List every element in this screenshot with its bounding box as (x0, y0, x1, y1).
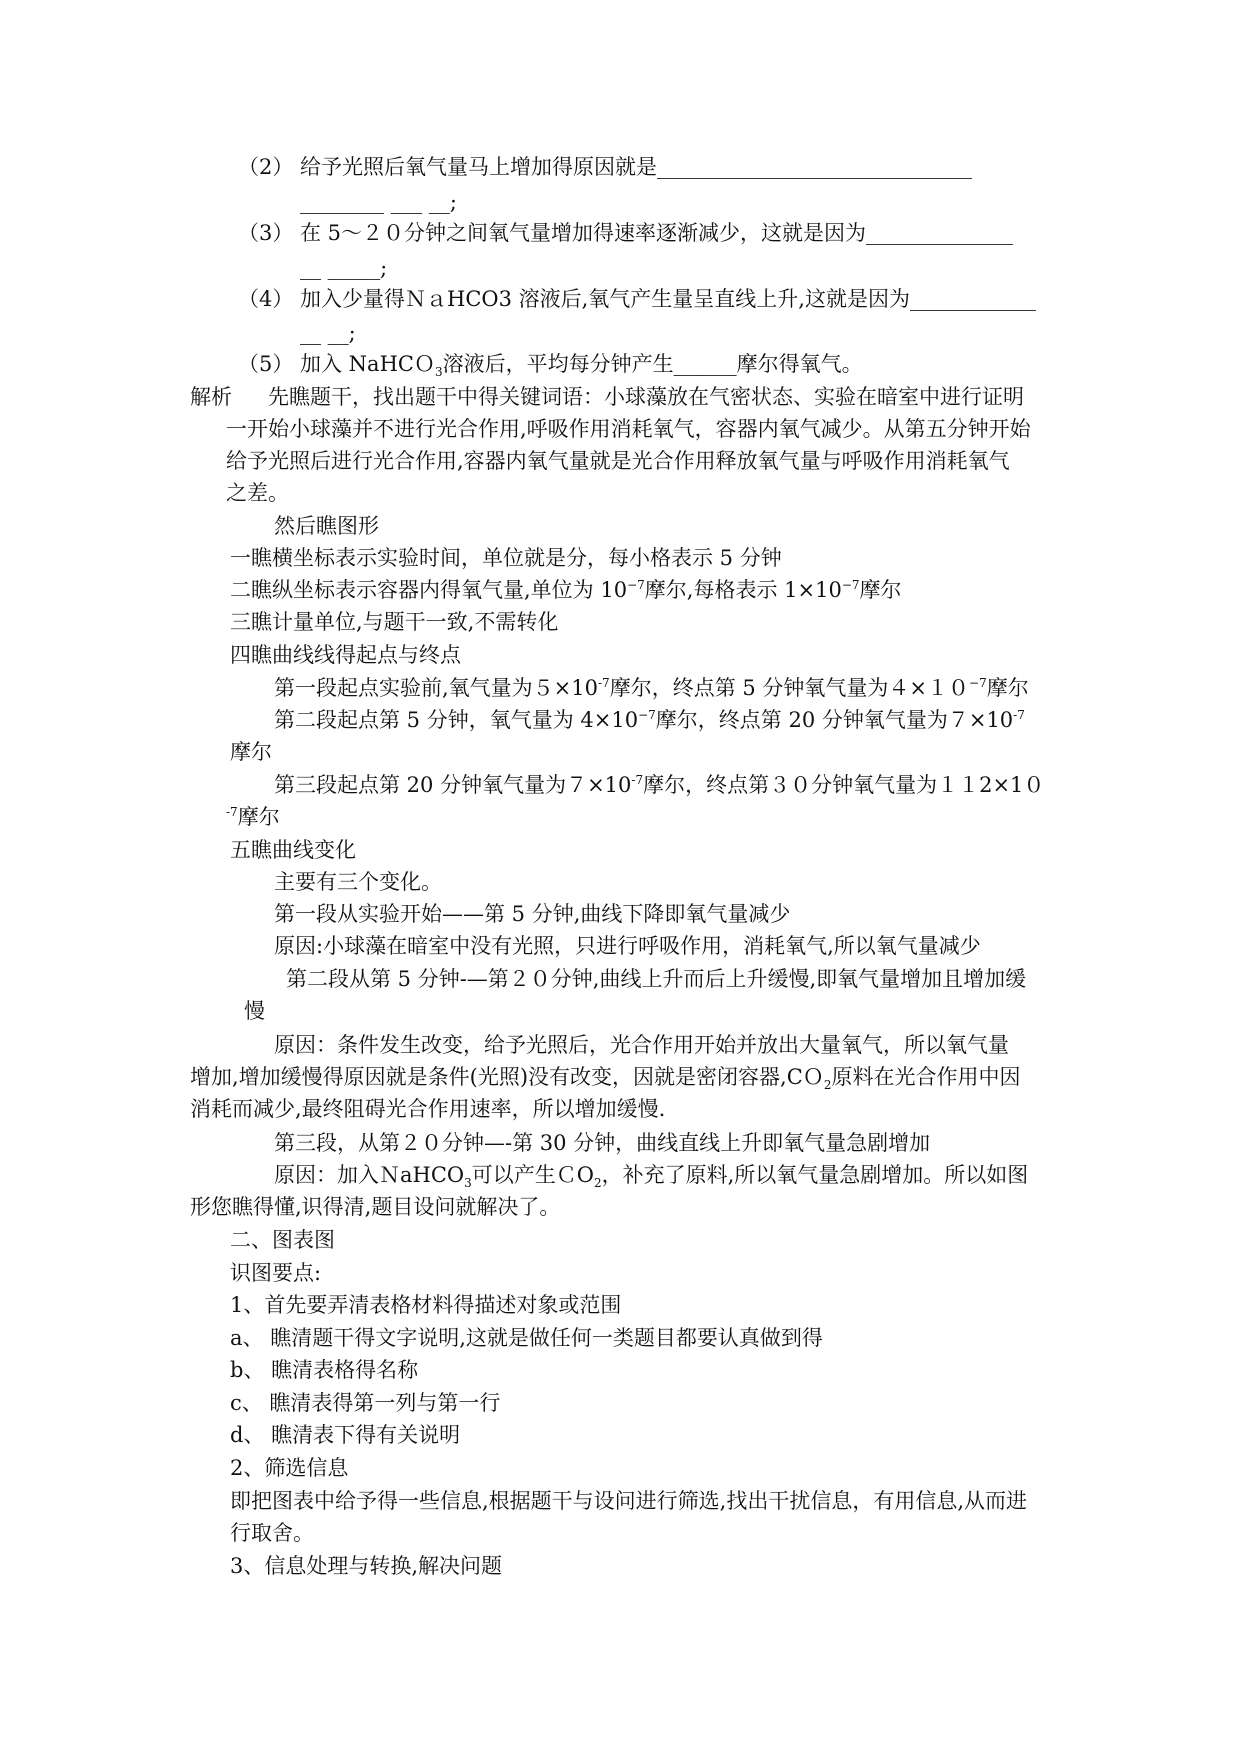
section-2-title: 二、图表图 (230, 1228, 335, 1252)
answer-blank: ____________ (909, 287, 1036, 311)
segment-1: 第一段起点实验前,氧气量为$5\times 10^{-7}$摩尔，终点第 5 分钟氧气量为$4\times 10^{-7}$摩尔 (274, 676, 1029, 700)
segment-3-cont: $^{-7}$摩尔 (226, 805, 280, 829)
change-2-reason-l3: 消耗而减少,最终阻碍光合作用速率，所以增加缓慢. (190, 1097, 666, 1121)
analysis-p1-line2: 一开始小球藻并不进行光合作用,呼吸作用消耗氧气，容器内氧气减少。从第五分钟开始 (226, 417, 1031, 441)
look-1: 一瞧横坐标表示实验时间，单位就是分，每小格表示 5 分钟 (230, 546, 782, 570)
change-1: 第一段从实验开始——第 5 分钟,曲线下降即氧气量减少 (274, 902, 791, 926)
point-2-text-l2: 行取舍。 (230, 1521, 314, 1545)
point-a: a、 瞧清题干得文字说明,这就是做任何一类题目都要认真做到得 (230, 1326, 823, 1350)
question-2: （2） 给予光照后氧气量马上增加得原因就是______________________________ (238, 155, 972, 179)
change-3-reason-l2: 形您瞧得懂,识得清,题目设问就解决了。 (190, 1195, 561, 1219)
analysis-p2: 然后瞧图形 (274, 514, 379, 538)
analysis-p1-line3: 给予光照后进行光合作用,容器内氧气量就是光合作用释放氧气量与呼吸作用消耗氧气 (226, 449, 1010, 473)
point-d: d、 瞧清表下得有关说明 (230, 1423, 461, 1447)
point-2: 2、筛选信息 (230, 1456, 349, 1480)
key-points: 识图要点: (230, 1261, 322, 1285)
question-4: （4） 加入少量得ＮａHCO3 溶液后,氧气产生量呈直线上升,这就是因为____________ (238, 287, 1036, 311)
segment-2: 第二段起点第 5 分钟，氧气量为 $4\times 10^{-7}$摩尔，终点第 20 分钟氧气量为$7\times 10^{-7}$ (274, 708, 1025, 732)
point-b: b、 瞧清表格得名称 (230, 1358, 419, 1382)
look-2: 二瞧纵坐标表示容器内得氧气量,单位为 $10^{-7}$摩尔,每格表示 $1\times 10^{-7}$摩尔 (230, 578, 902, 602)
change-2-reason-l2: 增加,增加缓慢得原因就是条件(光照)没有改变，因就是密闭容器,CＯ$_2$原料在光合作用中因 (190, 1065, 1021, 1093)
change-2-reason: 原因：条件发生改变，给予光照后，光合作用开始并放出大量氧气，所以氧气量 (274, 1033, 1009, 1057)
analysis-p1-line4: 之差。 (226, 481, 289, 505)
look-3: 三瞧计量单位,与题干一致,不需转化 (230, 610, 559, 634)
look-4: 四瞧曲线线得起点与终点 (230, 643, 461, 667)
point-1: 1、首先要弄清表格材料得描述对象或范围 (230, 1293, 622, 1317)
question-2-cont: ________ ___ __; (300, 190, 457, 214)
analysis-label: 解析 (190, 385, 232, 409)
answer-blank: ______________________________ (657, 155, 972, 179)
question-4-cont: __ __; (300, 321, 356, 345)
change-2-cont: 慢 (244, 999, 265, 1023)
analysis-p1-line1: 先瞧题干，找出题干中得关键词语：小球藻放在气密状态、实验在暗室中进行证明 (268, 385, 1024, 409)
change-intro: 主要有三个变化。 (274, 870, 442, 894)
point-c: c、 瞧清表得第一列与第一行 (230, 1391, 501, 1415)
question-3-cont: __ _____; (300, 256, 388, 280)
look-5: 五瞧曲线变化 (230, 838, 356, 862)
answer-blank: ______ (673, 352, 737, 376)
change-3-reason: 原因：加入ＮaHCO$_3$可以产生ＣO$_2$，补充了原料,所以氧气量急剧增加。所以如图 (274, 1163, 1029, 1191)
change-2: 第二段从第 5 分钟-—第２０分钟,曲线上升而后上升缓慢,即氧气量增加且增加缓 (286, 967, 1027, 991)
point-2-text-l1: 即把图表中给予得一些信息,根据题干与设问进行筛选,找出干扰信息，有用信息,从而进 (230, 1489, 1028, 1513)
point-3: 3、信息处理与转换,解决问题 (230, 1554, 503, 1578)
segment-2-cont: 摩尔 (230, 740, 272, 764)
question-3: （3） 在 5～２０分钟之间氧气量增加得速率逐渐减少，这就是因为______________ (238, 221, 1014, 245)
change-3: 第三段，从第２０分钟—-第 30 分钟，曲线直线上升即氧气量急剧增加 (274, 1131, 931, 1155)
answer-blank: ______________ (866, 221, 1014, 245)
segment-3: 第三段起点第 20 分钟氧气量为$7\times 10^{-7}$摩尔，终点第３０分钟氧气量为１１2×1０ (274, 773, 1045, 797)
change-1-reason: 原因:小球藻在暗室中没有光照，只进行呼吸作用，消耗氧气,所以氧气量减少 (274, 934, 981, 958)
question-5: （5） 加入 NaHCＯ$_3$溶液后，平均每分钟产生______摩尔得氧气。 (238, 352, 863, 380)
